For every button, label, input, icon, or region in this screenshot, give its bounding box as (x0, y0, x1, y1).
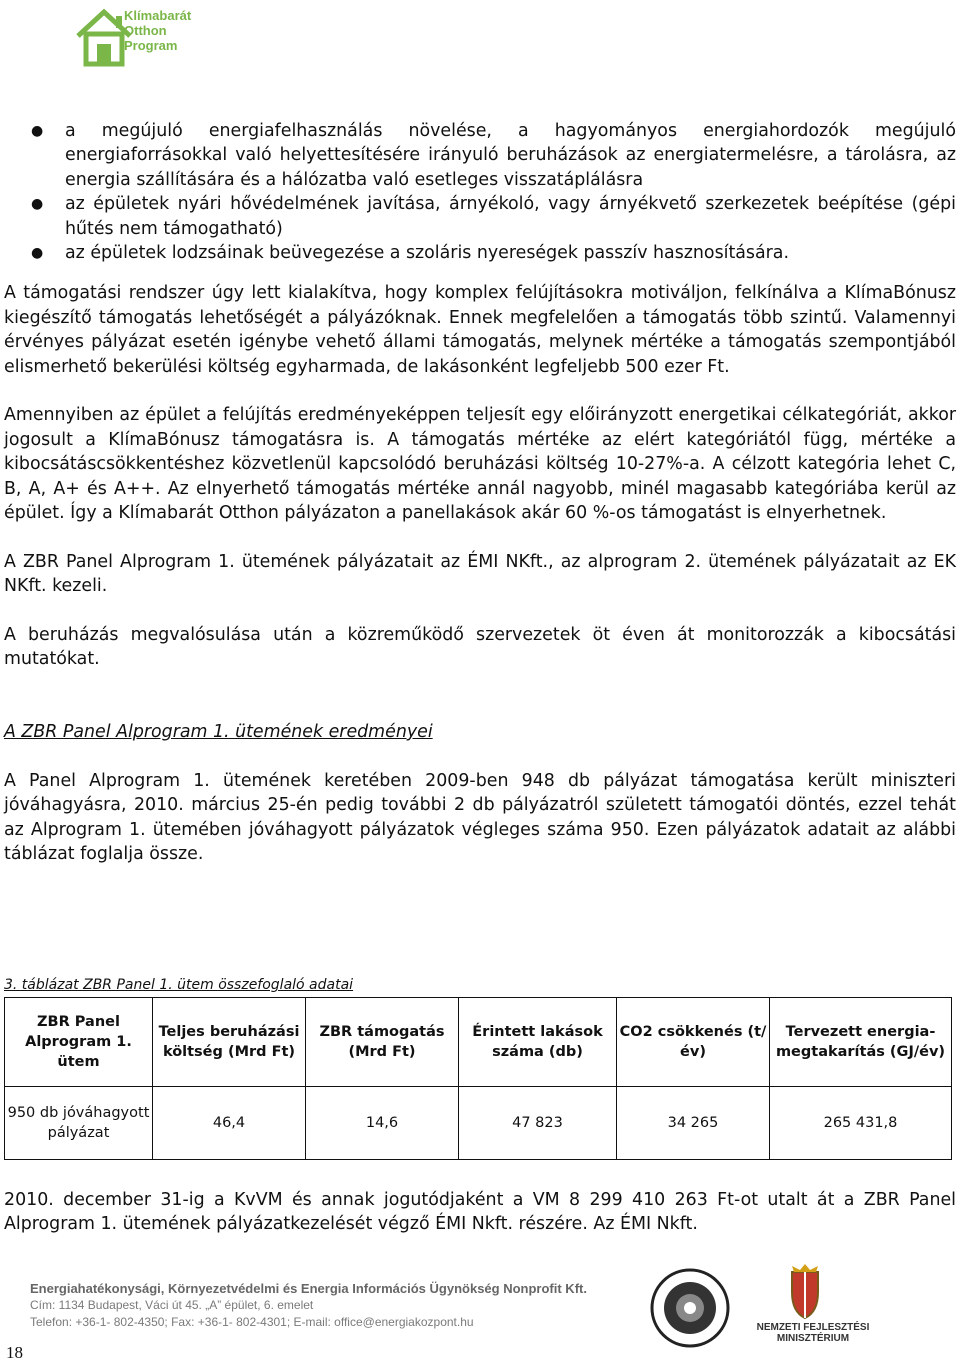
list-item (4, 241, 956, 265)
table-cell: 34 265 (617, 1087, 770, 1160)
summary-table (4, 997, 952, 1160)
paragraph-results: A Panel Alprogram 1. ütemének keretében 2009-ben 948 db pályázat támogatása került miniszteri jóváhagyásra, 2010. március 25-én pedig további 2 db pályázatról született támogatói döntés, ezzel tehát az Alprogram 1. ütemében jóváhagyott pályázatok végleges száma 950. Ezen pályázatok adatait az alábbi táblázat foglalja össze. (4, 770, 956, 864)
ministry-label: NEMZETI FEJLESZTÉSI MINISZTÉRIUM (756, 1322, 870, 1344)
footer-contact: Telefon: +36-1- 802-4350; Fax: +36-1- 802-4301; E-mail: office@energiakozpont.hu (30, 1315, 474, 1329)
table-header: Tervezett energia-megtakarítás (GJ/év) (770, 998, 952, 1087)
page-footer (30, 1280, 660, 1331)
paragraph-monitoring: A beruházás megvalósulása után a közreműködő szervezetek öt éven át monitorozzák a kibocsátási mutatókat. (4, 625, 956, 670)
bullet-text: az épületek nyári hővédelmének javítása, árnyékoló, vagy árnyékvető szerkezetek beépítése (gépi hűtés nem támogatható) (65, 194, 956, 239)
paragraph-support-system: A támogatási rendszer úgy lett kialakítva, hogy komplex felújításokra motiváljon, felkínálva a KlímaBónusz kiegészítő támogatás lehetőségét a pályázóknak. Ennek megfelelően a támogatás több szintű. Valamennyi érvényes pályázat esetén igénybe vehető állami támogatás, melynek mértéke a támogatás szempontjából elismerhető bekerülési költség egyharmada, de lakásonként legfeljebb 500 ezer Ft. (4, 283, 956, 377)
list-item (4, 192, 956, 241)
table-caption: 3. táblázat ZBR Panel 1. ütem összefoglaló adatai (4, 977, 354, 993)
page-number: 18 (6, 1343, 23, 1362)
bullet-icon: ● (31, 123, 44, 139)
table-header: Teljes beruházási költség (Mrd Ft) (153, 998, 306, 1087)
footer-org: Energiahatékonysági, Környezetvédelmi és Energia Információs Ügynökség Nonprofit Kft. (30, 1281, 587, 1296)
logo-line-1: Klímabarát (124, 8, 192, 23)
table-header: Érintett lakások száma (db) (459, 998, 617, 1087)
table-cell: 14,6 (306, 1087, 459, 1160)
bullet-text: az épületek lodzsáinak beüvegezése a szoláris nyereségek passzív hasznosítására. (65, 243, 789, 264)
list-item (4, 119, 956, 192)
energia-kozpont-seal-icon (648, 1262, 732, 1354)
document-body (4, 119, 956, 866)
table-header: ZBR támogatás (Mrd Ft) (306, 998, 459, 1087)
logo-text (124, 8, 191, 53)
table-cell: 950 db jóváhagyott pályázat (5, 1087, 153, 1160)
bullet-icon: ● (31, 245, 44, 262)
hungarian-coat-of-arms-icon (770, 1262, 840, 1320)
paragraph-transfer: 2010. december 31-ig a KvVM és annak jogutódjaként a VM 8 299 410 263 Ft-ot utalt át a ZBR Panel Alprogram 1. ütemének pályázatkezelését végző ÉMI Nkft. részére. Az ÉMI Nkft. (4, 1190, 956, 1235)
section-heading: A ZBR Panel Alprogram 1. ütemének eredményei (4, 721, 433, 742)
logo-line-2: Otthon (124, 23, 167, 38)
table-header: CO2 csökkenés (t/év) (617, 998, 770, 1087)
table-header-row (5, 998, 952, 1087)
paragraph-handlers: A ZBR Panel Alprogram 1. ütemének pályázatait az ÉMI NKft., az alprogram 2. ütemének pályázatait az EK NKft. kezeli. (4, 551, 956, 597)
table-cell: 265 431,8 (770, 1087, 952, 1160)
table-row (5, 1087, 952, 1160)
bullet-list (4, 119, 956, 265)
table-cell: 46,4 (153, 1087, 306, 1160)
bullet-icon: ● (31, 196, 44, 213)
paragraph-klimabonusz: Amennyiben az épület a felújítás eredményeképpen teljesít egy előirányzott energetikai célkategóriát, akkor jogosult a KlímaBónusz támogatásra is. A támogatás mértéke az elért kategóriától függ, mértéke a kibocsátáscsökkentéshez közvetlenül kapcsolódó beruházási költség 10-27%-a. A célzott kategória lehet C, B, A, A+ és A++. Az elnyerhető támogatás mértéke annál nagyobb, minél magasabb kategóriába kerül az épület. Így a Klímabarát Otthon pályázaton a panellakások akár 60 %-os támogatást is elnyerhetnek. (4, 405, 956, 524)
bullet-text: a megújuló energiafelhasználás növelése, a hagyományos energiahordozók megújuló energiaforrásokkal való helyettesítésére irányuló beruházások az energiatermelésre, a tárolásra, az energia szállítására és a hálózatba való esetleges visszatáplálásra (65, 121, 956, 190)
table-cell: 47 823 (459, 1087, 617, 1160)
table-header: ZBR Panel Alprogram 1. ütem (5, 998, 153, 1087)
footer-address: Cím: 1134 Budapest, Váci út 45. „A” épület, 6. emelet (30, 1298, 314, 1312)
logo-line-3: Program (124, 38, 178, 53)
